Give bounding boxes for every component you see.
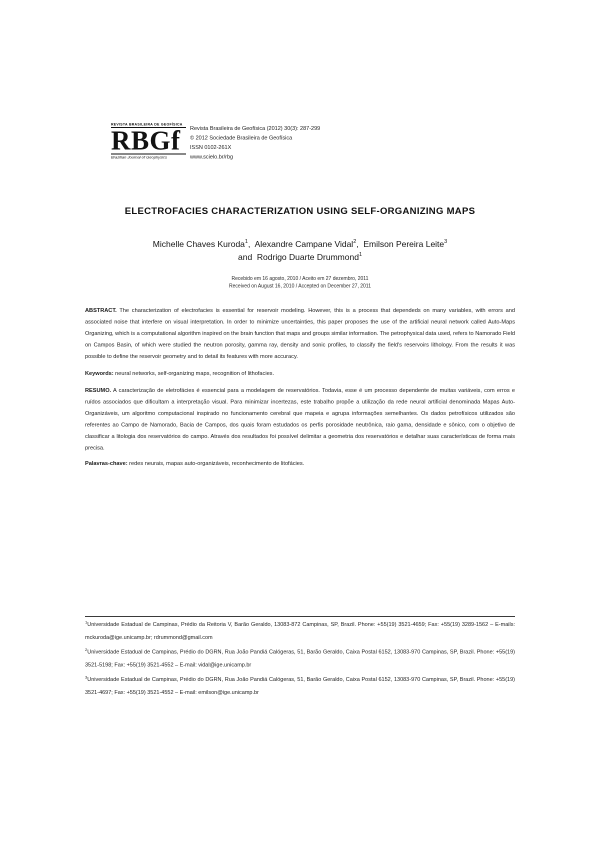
- keywords-label: Keywords:: [85, 370, 114, 377]
- abstract-section-inner: [85, 305, 515, 470]
- received-date-pt: Recebido em 16 agosto, 2010 / Aceito em 27 dezembro, 2011: [231, 276, 369, 282]
- resumo-label: RESUMO.: [85, 387, 112, 394]
- authors-line-2: [0, 251, 600, 264]
- author-affiliation-ref: 1: [358, 252, 362, 259]
- resumo-paragraph: [85, 385, 515, 454]
- footnotes-section: [85, 616, 515, 698]
- author-separator: ,: [247, 239, 255, 249]
- journal-citation: Revista Brasileira de Geofísica (2012) 30(3): 287-299: [190, 125, 321, 132]
- author-affiliation-ref: 1: [244, 239, 248, 246]
- author-name: Alexandre Campane Vidal: [254, 239, 354, 249]
- authors-block: [0, 238, 600, 264]
- palavras-chave-line: [85, 458, 515, 470]
- publication-info: [190, 124, 430, 170]
- footnote-3: [85, 673, 515, 699]
- journal-website: www.scielo.br/rbg: [190, 154, 234, 160]
- received-date-en: Received on August 16, 2010 / Accepted on December 27, 2011: [229, 283, 371, 289]
- footnote-text: Universidade Estadual de Campinas, Prédio do DGRN, Rua João Pandiá Calógeras, 51, Barão Geraldo, Caixa Postal 6152, 13083-970 Campinas, SP, Brazil. Phone: +55(19) 3521-4697; Fax: +55(19) 3521-4552 – E-mail: emilson@ige.unicamp.br: [85, 676, 515, 696]
- footnotes-inner: [85, 618, 515, 699]
- palavras-chave-text: redes neurais, mapas auto-organizáveis, reconhecimento de litofácies.: [129, 460, 305, 467]
- authors-line-1: [0, 238, 600, 251]
- footnote-text: Universidade Estadual de Campinas, Prédio da Reitoria V, Barão Geraldo, 13083-872 Campinas, SP, Brazil. Phone: +55(19) 3521-4659; Fax: +55(19) 3289-1562 – E-mails: mckuroda@ige.unicamp.br; rdrummond@gmail.com: [85, 621, 515, 641]
- journal-logo: [111, 123, 189, 177]
- footnote-marker: 1: [85, 620, 88, 625]
- footnote-text: Universidade Estadual de Campinas, Prédio do DGRN, Rua João Pandiá Calógeras, 51, Barão Geraldo, Caixa Postal 6152, 13083-970 Campinas, SP, Brazil. Phone: +55(19) 3521-5198; Fax: +55(19) 3521-4552 – E-mail: vidal@ige.unicamp.br: [85, 649, 515, 668]
- title-block: [0, 206, 600, 291]
- received-dates-inner: [0, 275, 600, 290]
- article-title: ELECTROFACIES CHARACTERIZATION USING SELF-ORGANIZING MAPS: [124, 206, 476, 217]
- footnote-2: [85, 646, 515, 672]
- abstract-paragraph: [85, 305, 515, 363]
- journal-issn: ISSN 0102-261X: [190, 144, 232, 151]
- author-affiliation-ref: 3: [444, 239, 448, 246]
- palavras-chave-label: Palavras-chave:: [85, 460, 128, 467]
- abstract-text: The characterization of electrofacies is essential for reservoir modeling. However, this is a process that dependeds on many variables, with errors and associated noise that interfere on visual interpretation. In order to minimize uncertainties, this paper proposes the use of the artificial neural network called Auto-Maps Organizing, which is a computational algorithm inspired on the brain function that maps and groups similar information. The petrophysical data used, refers to Namorado Field on Campos Basin, of which were studied the neutron porosity, gamma ray, density and sonic profiles, to classify the field's reservoirs lithology. From the results it was possible to define the reservoir geometry and to detail its features with more accuracy.: [85, 307, 516, 360]
- keywords-text: neural networks, self-organizing maps, recognition of lithofacies.: [115, 370, 275, 377]
- journal-logo-acronym: RBGf: [111, 125, 181, 156]
- author-name: and Rodrigo Duarte Drummond: [237, 252, 359, 262]
- journal-copyright: © 2012 Sociedade Brasileira de Geofísica: [190, 135, 293, 141]
- footnote-marker: 2: [85, 647, 88, 653]
- author-separator: ,: [356, 239, 364, 249]
- received-dates: [0, 275, 600, 291]
- abstract-section: [85, 305, 515, 470]
- abstract-label: ABSTRACT.: [85, 307, 117, 314]
- author-name: Michelle Chaves Kuroda: [152, 239, 245, 249]
- resumo-text: A caracterização de eletrofácies é essencial para a modelagem de reservatórios. Todavia, esse é um processo dependente de muitas variáveis, com erros e ruídos associados que dificultam a interpretação visual. Para minimizar incertezas, este trabalho propõe a utilização da rede neural artificial denominada Mapas Auto-Organizáveis, um algoritmo computacional inspirado no funcionamento cerebral que mapeia e agrupa informações semelhantes. Os dados petrofísicos utilizados são referentes ao Campo de Namorado, Bacia de Campos, dos quais foram estudados os perfis porosidade neutrônica, raio gama, densidade e sônico, com o objetivo de classificar a litologia dos reservatórios do campo. Através dos resultados foi possível delimitar a geometria dos reservatórios e detalhar suas características de forma mais precisa.: [85, 387, 515, 451]
- publication-info-inner: [190, 124, 430, 162]
- journal-logo-inner: [111, 123, 186, 160]
- author-affiliation-ref: 2: [353, 239, 357, 246]
- keywords-line: [85, 368, 515, 380]
- footnote-marker: 3: [85, 675, 88, 680]
- journal-logo-top-text: REVISTA BRASILEIRA DE GEOFÍSICA: [111, 123, 186, 128]
- journal-logo-bottom-text: Brazilian Journal of Geophysics: [111, 154, 186, 160]
- footnote-1: [85, 618, 515, 644]
- author-name: Emilson Pereira Leite: [363, 239, 445, 249]
